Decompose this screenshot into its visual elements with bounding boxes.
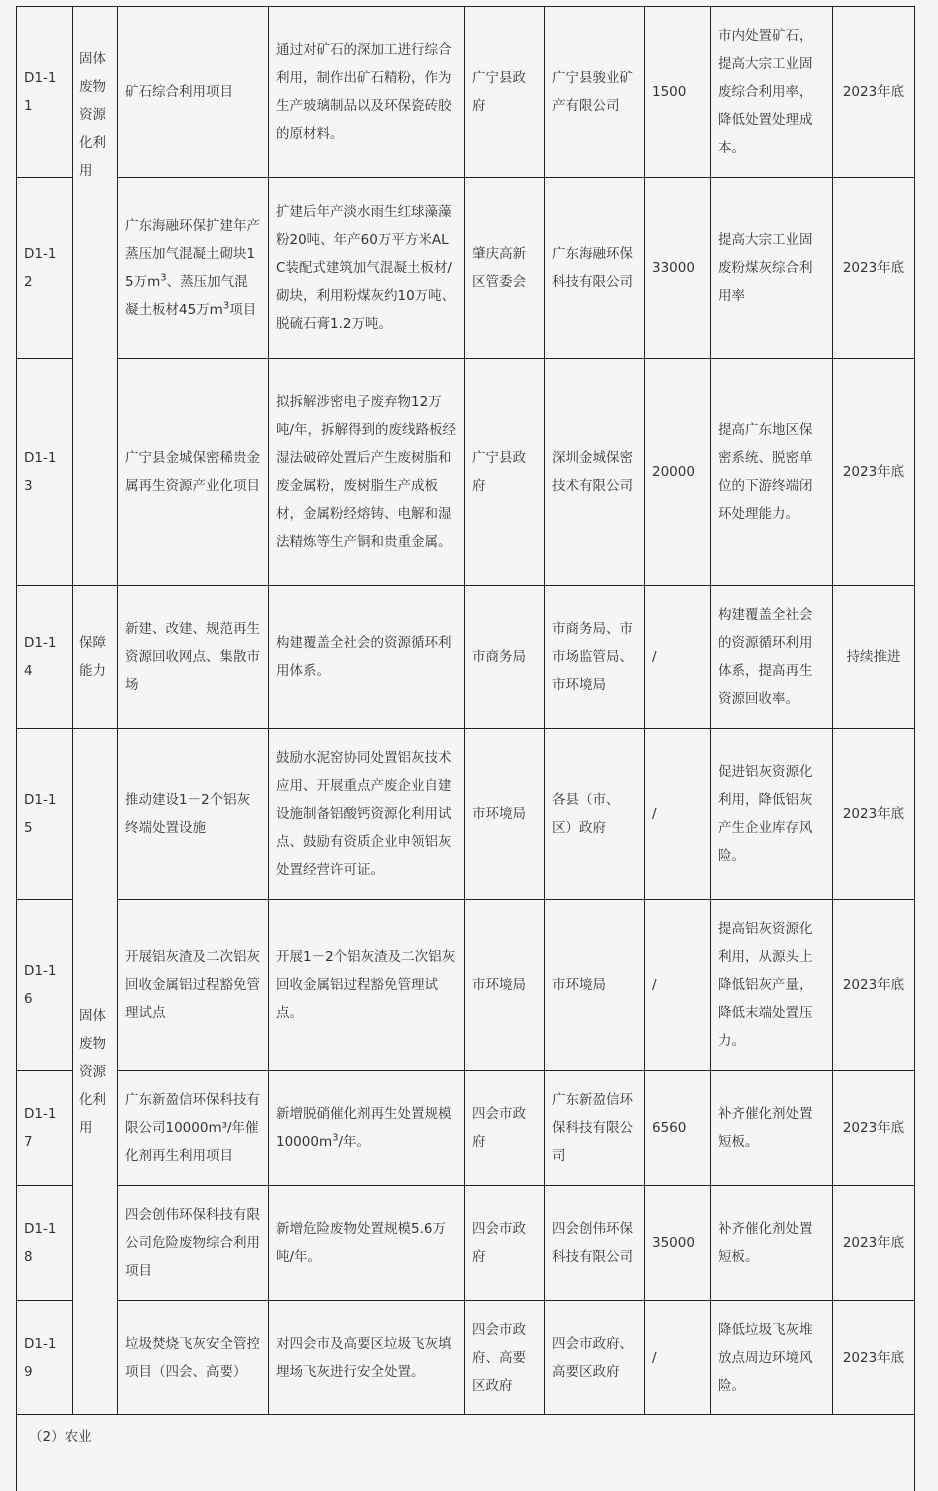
lead-department: 四会市政府: [465, 1186, 545, 1301]
responsible-unit: 广东新盈信环保科技有限公司: [545, 1071, 645, 1186]
project-content: 开展1－2个铝灰渣及二次铝灰回收金属铝过程豁免管理试点。: [269, 900, 465, 1071]
table-row: [17, 1071, 915, 1186]
completion-time: 持续推进: [833, 586, 915, 729]
investment: 33000: [645, 178, 711, 359]
project-name: 垃圾焚烧飞灰安全管控项目（四会、高要）: [118, 1301, 269, 1415]
completion-time: 2023年底: [833, 359, 915, 586]
project-id: D1-13: [17, 359, 73, 586]
project-content: 新增脱硝催化剂再生处置规模$10000m^3/$年。: [269, 1071, 465, 1186]
investment: /: [645, 900, 711, 1071]
completion-time: 2023年底: [833, 1186, 915, 1301]
lead-department: 市环境局: [465, 900, 545, 1071]
project-id: D1-19: [17, 1301, 73, 1415]
responsible-unit: 广东海融环保科技有限公司: [545, 178, 645, 359]
investment: 35000: [645, 1186, 711, 1301]
investment: /: [645, 1301, 711, 1415]
project-content: 新增危险废物处置规模5.6万吨/年。: [269, 1186, 465, 1301]
responsible-unit: 各县（市、区）政府: [545, 729, 645, 900]
project-table: [16, 6, 915, 1491]
project-name: 开展铝灰渣及二次铝灰回收金属铝过程豁免管理试点: [118, 900, 269, 1071]
project-goal: 补齐催化剂处置短板。: [711, 1071, 833, 1186]
project-name: 四会创伟环保科技有限公司危险废物综合利用项目: [118, 1186, 269, 1301]
investment: 20000: [645, 359, 711, 586]
table-row: [17, 178, 915, 359]
lead-department: 四会市政府: [465, 1071, 545, 1186]
project-goal: 提高铝灰资源化利用，从源头上降低铝灰产量，降低末端处置压力。: [711, 900, 833, 1071]
project-content: 拟拆解涉密电子废弃物12万吨/年，拆解得到的废线路板经湿法破碎处置后产生废树脂和废金属粉，废树脂生产成板材，金属粉经熔铸、电解和湿法精炼等生产铜和贵重金属。: [269, 359, 465, 586]
project-id: D1-12: [17, 178, 73, 359]
project-name: 新建、改建、规范再生资源回收网点、集散市场: [118, 586, 269, 729]
project-content: 扩建后年产淡水雨生红球藻藻粉20吨、年产60万平方米ALC装配式建筑加气混凝土板材/砌块，利用粉煤灰约10万吨、脱硫石膏1.2万吨。: [269, 178, 465, 359]
table-row: [17, 1301, 915, 1415]
table-row: [17, 1186, 915, 1301]
project-goal: 补齐催化剂处置短板。: [711, 1186, 833, 1301]
project-name: 广东新盈信环保科技有限公司10000m³/年催化剂再生利用项目: [118, 1071, 269, 1186]
project-id: D1-15: [17, 729, 73, 900]
project-goal: 提高大宗工业固废粉煤灰综合利用率: [711, 178, 833, 359]
project-goal: 促进铝灰资源化利用，降低铝灰产生企业库存风险。: [711, 729, 833, 900]
project-goal: 降低垃圾飞灰堆放点周边环境风险。: [711, 1301, 833, 1415]
table-row: [17, 729, 915, 900]
table-row: [17, 359, 915, 586]
project-name: 推动建设1－2个铝灰终端处置设施: [118, 729, 269, 900]
completion-time: 2023年底: [833, 1301, 915, 1415]
project-content: 对四会市及高要区垃圾飞灰填埋场飞灰进行安全处置。: [269, 1301, 465, 1415]
project-goal: 构建覆盖全社会的资源循环利用体系，提高再生资源回收率。: [711, 586, 833, 729]
investment: /: [645, 586, 711, 729]
lead-department: 市环境局: [465, 729, 545, 900]
section-row: [17, 1415, 915, 1491]
table-row: [17, 900, 915, 1071]
project-id: D1-14: [17, 586, 73, 729]
responsible-unit: 市商务局、市市场监管局、市环境局: [545, 586, 645, 729]
project-id: D1-18: [17, 1186, 73, 1301]
completion-time: 2023年底: [833, 7, 915, 178]
completion-time: 2023年底: [833, 729, 915, 900]
project-id: D1-11: [17, 7, 73, 178]
lead-department: 广宁县政府: [465, 359, 545, 586]
responsible-unit: 四会市政府、高要区政府: [545, 1301, 645, 1415]
lead-department: 广宁县政府: [465, 7, 545, 178]
category-cell: 固体废物资源化利用: [73, 729, 118, 1415]
project-goal: 提高广东地区保密系统、脱密单位的下游终端闭环处理能力。: [711, 359, 833, 586]
investment: 6560: [645, 1071, 711, 1186]
project-name: 矿石综合利用项目: [118, 7, 269, 178]
lead-department: 肇庆高新区管委会: [465, 178, 545, 359]
project-goal: 市内处置矿石，提高大宗工业固废综合利用率，降低处置处理成本。: [711, 7, 833, 178]
completion-time: 2023年底: [833, 178, 915, 359]
responsible-unit: 深圳金城保密技术有限公司: [545, 359, 645, 586]
responsible-unit: 四会创伟环保科技有限公司: [545, 1186, 645, 1301]
category-cell: 保障能力: [73, 586, 118, 729]
table-row: [17, 586, 915, 729]
responsible-unit: 广宁县骏业矿产有限公司: [545, 7, 645, 178]
completion-time: 2023年底: [833, 900, 915, 1071]
project-name: 广宁县金城保密稀贵金属再生资源产业化项目: [118, 359, 269, 586]
project-content: 鼓励水泥窑协同处置铝灰技术应用、开展重点产废企业自建设施制备铝酸钙资源化利用试点、鼓励有资质企业申领铝灰处置经营许可证。: [269, 729, 465, 900]
project-content: 构建覆盖全社会的资源循环利用体系。: [269, 586, 465, 729]
responsible-unit: 市环境局: [545, 900, 645, 1071]
project-id: D1-17: [17, 1071, 73, 1186]
lead-department: 市商务局: [465, 586, 545, 729]
table-row: [17, 7, 915, 178]
project-name: 广东海融环保扩建年产蒸压加气混凝土砌块15万$m^3$、蒸压加气混凝土板材45万$m^3$项目: [118, 178, 269, 359]
section-heading: （2）农业: [17, 1415, 915, 1491]
project-content: 通过对矿石的深加工进行综合利用，制作出矿石精粉，作为生产玻璃制品以及环保瓷砖胶的原材料。: [269, 7, 465, 178]
investment: /: [645, 729, 711, 900]
lead-department: 四会市政府、高要区政府: [465, 1301, 545, 1415]
investment: 1500: [645, 7, 711, 178]
category-cell: 固体废物资源化利用: [73, 7, 118, 586]
completion-time: 2023年底: [833, 1071, 915, 1186]
project-id: D1-16: [17, 900, 73, 1071]
